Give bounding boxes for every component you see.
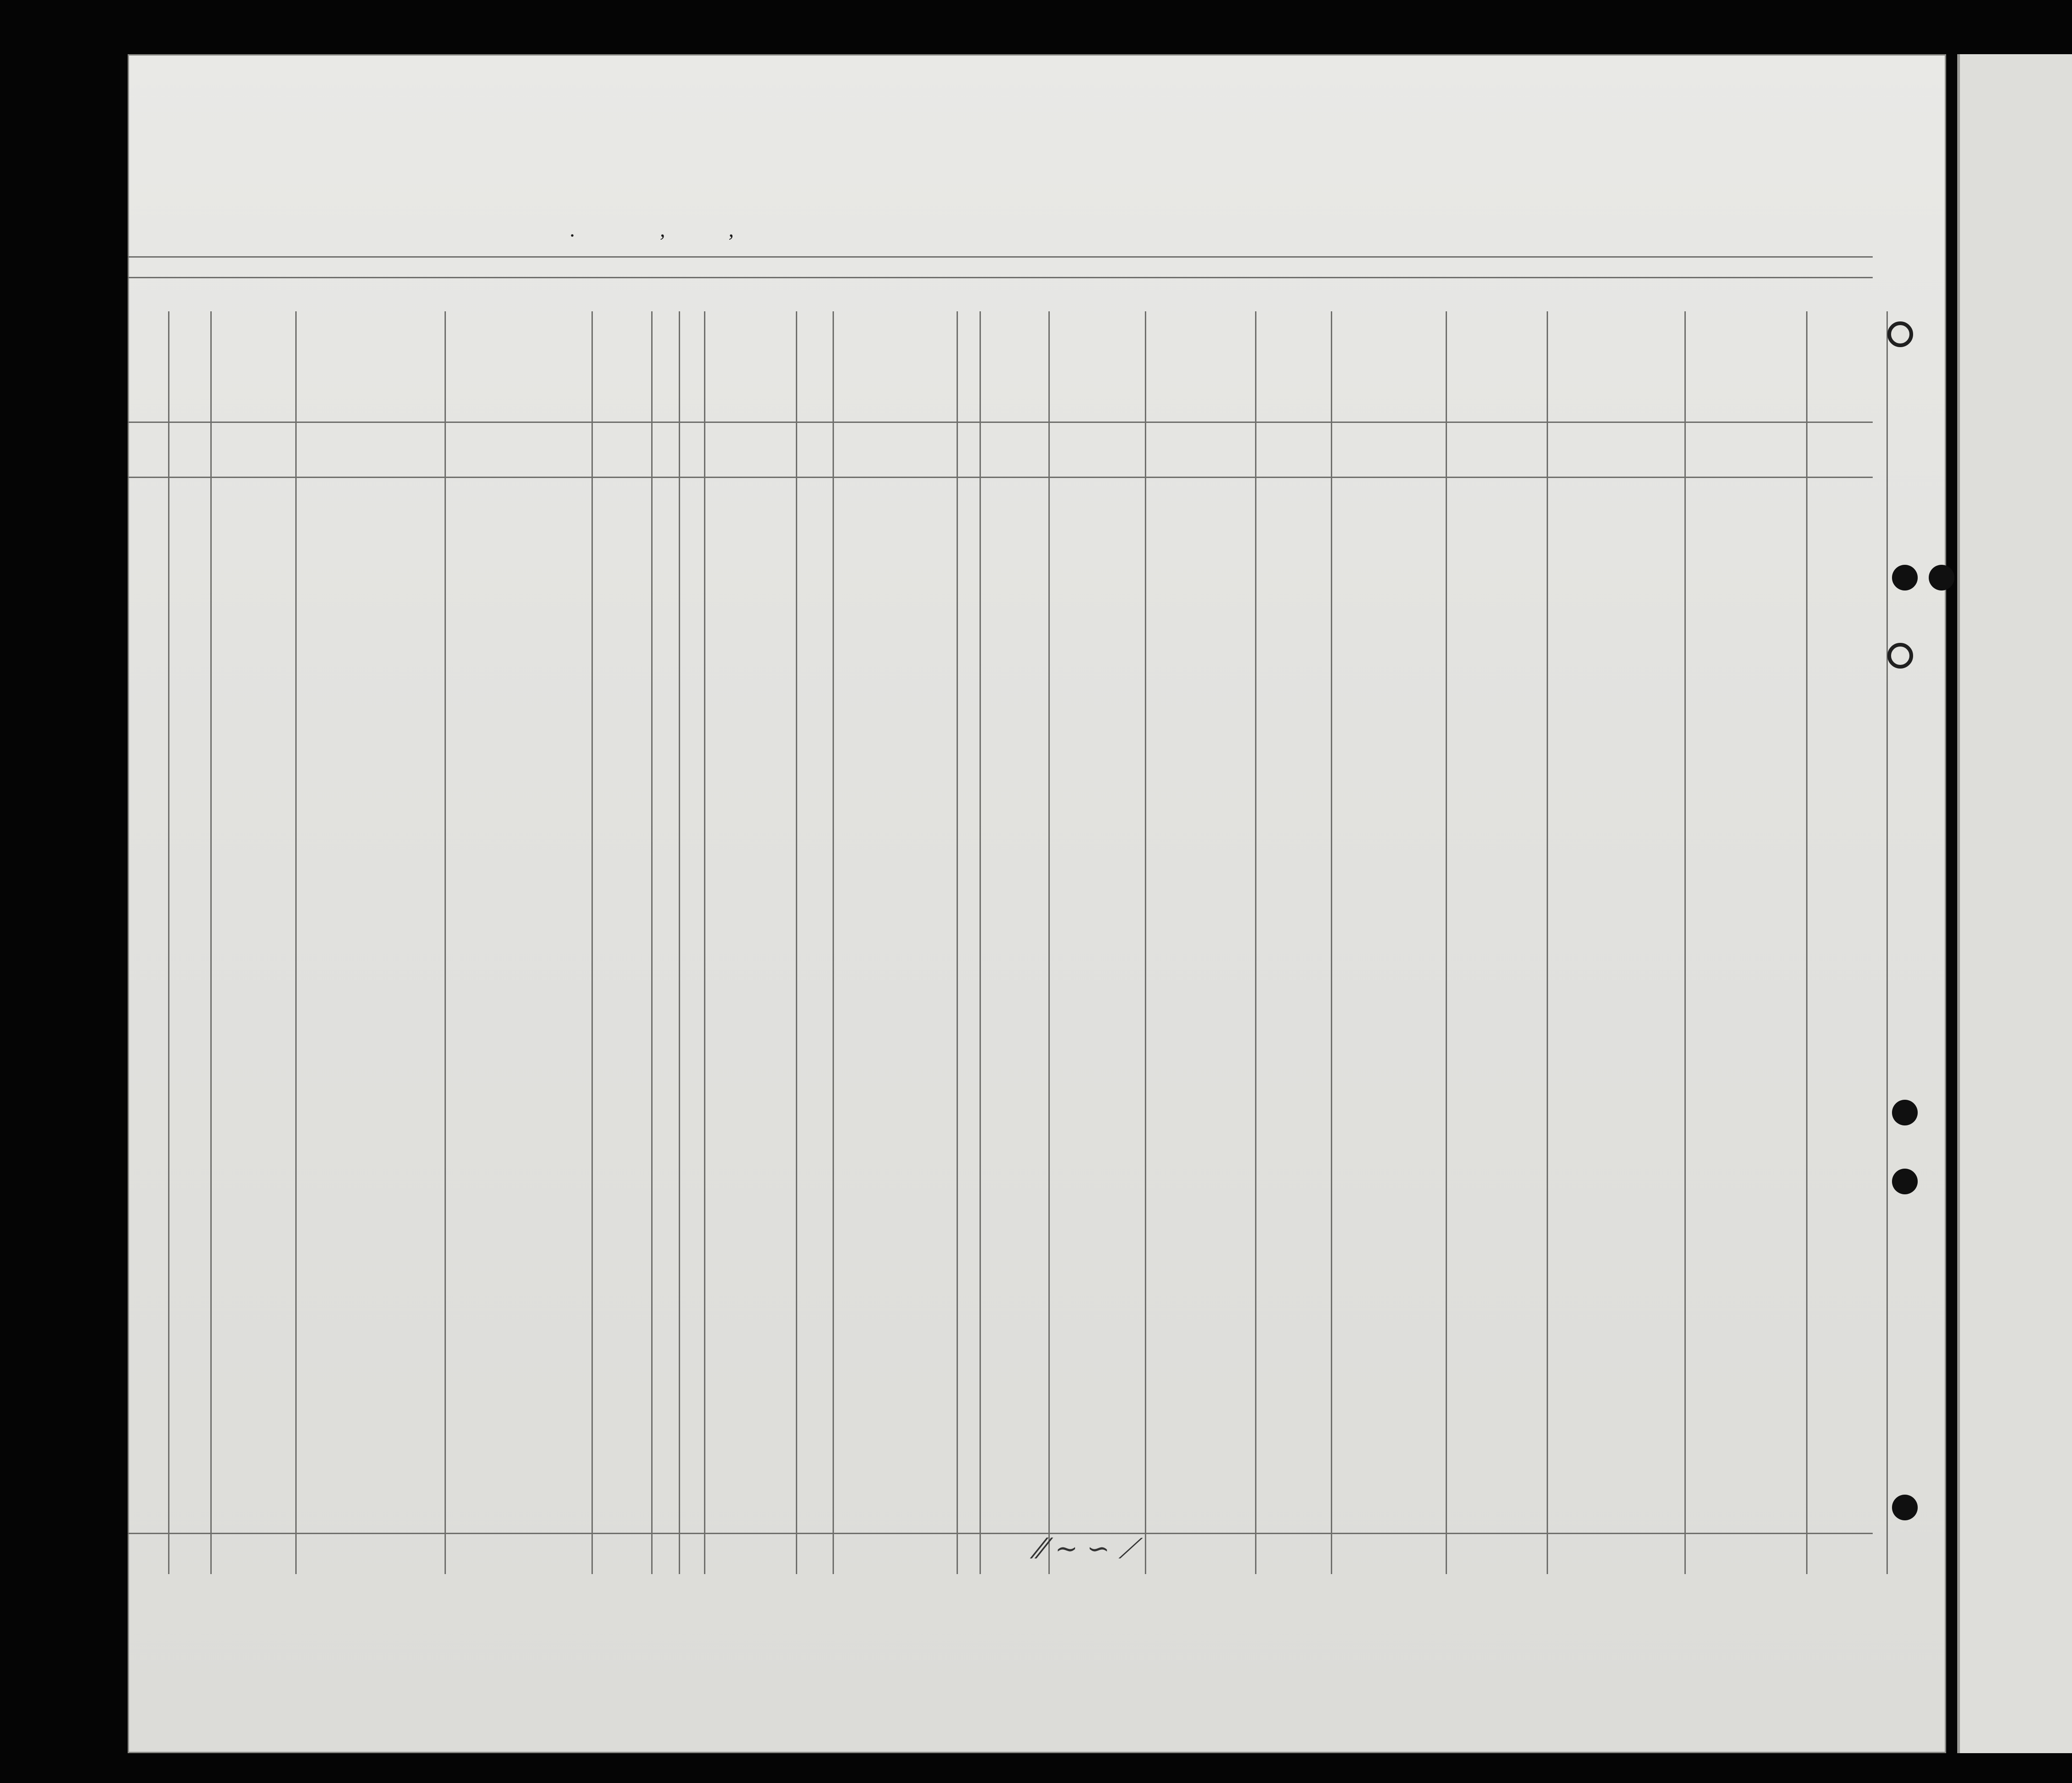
punch-hole <box>1892 565 1918 591</box>
column-rule <box>1684 311 1686 1574</box>
punch-hole <box>1929 565 1954 591</box>
punch-hole <box>1887 321 1913 347</box>
handwritten-signature: ⁄⁄ ∼ ∽ ⟋ <box>1037 1533 1138 1565</box>
column-rule <box>1547 311 1548 1574</box>
column-rule <box>1446 311 1447 1574</box>
column-rule <box>1331 311 1332 1574</box>
punch-hole <box>1887 643 1913 669</box>
column-rule <box>679 311 680 1574</box>
column-rule <box>445 311 446 1574</box>
punch-hole <box>1892 1100 1918 1125</box>
column-rule <box>1048 311 1050 1574</box>
column-rule <box>1145 311 1146 1574</box>
ship-line: . , , <box>533 218 739 241</box>
manifest-sheet <box>128 54 1946 1753</box>
column-rule <box>295 311 297 1574</box>
column-rule <box>957 311 958 1574</box>
column-rule <box>1886 311 1888 1574</box>
header-rule <box>128 256 1873 258</box>
column-rule <box>651 311 653 1574</box>
column-rule <box>833 311 834 1574</box>
column-rule <box>210 311 212 1574</box>
punch-hole <box>1892 1495 1918 1520</box>
table-bottom-rule <box>128 1533 1873 1534</box>
column-numbers <box>128 260 1946 278</box>
column-headers <box>128 284 1946 477</box>
column-rule <box>796 311 797 1574</box>
column-rule <box>1255 311 1256 1574</box>
column-rule <box>980 311 981 1574</box>
adjacent-sheet-edge <box>1957 54 2072 1753</box>
column-rule <box>591 311 593 1574</box>
header-rule <box>128 477 1873 478</box>
punch-hole <box>1892 1169 1918 1194</box>
column-rule <box>168 311 169 1574</box>
column-rule <box>704 311 705 1574</box>
column-rule <box>1806 311 1807 1574</box>
